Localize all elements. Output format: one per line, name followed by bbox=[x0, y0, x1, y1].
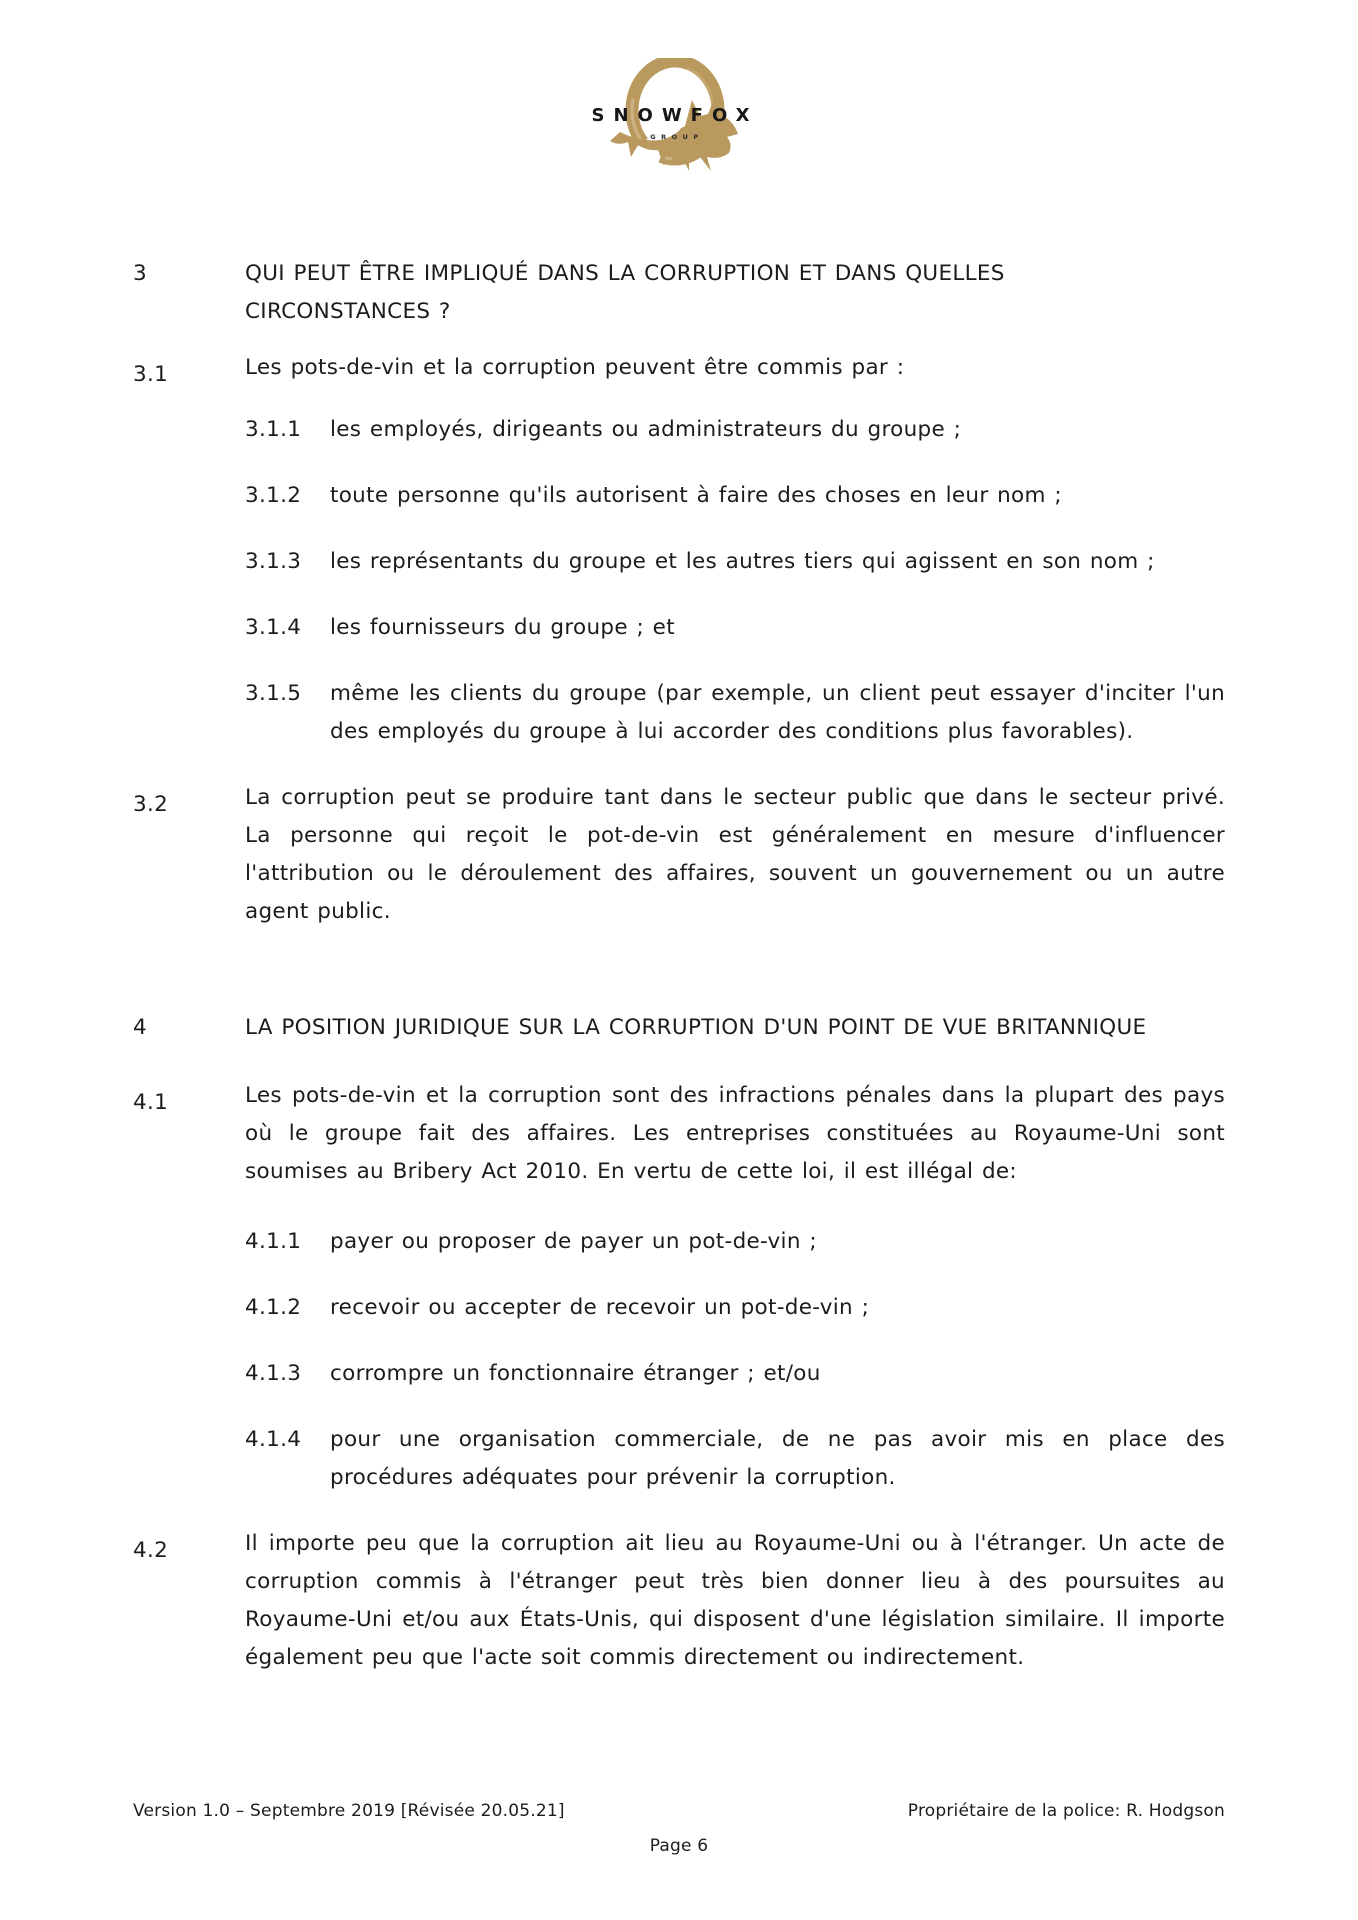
item-number: 3.1.5 bbox=[245, 681, 302, 706]
item-number: 4.1.1 bbox=[245, 1229, 302, 1254]
list-item-4-1-2 bbox=[245, 1289, 1225, 1327]
item-number: 3.1.2 bbox=[245, 483, 302, 508]
logo-group-text: GROUP bbox=[650, 133, 704, 141]
clause-4-1 bbox=[133, 1077, 1225, 1191]
clause-number: 3.1 bbox=[133, 362, 169, 387]
item-number: 4.1.2 bbox=[245, 1295, 302, 1320]
section-3-heading bbox=[133, 255, 1225, 331]
snowfox-logo bbox=[133, 0, 1225, 193]
section-title: QUI PEUT ÊTRE IMPLIQUÉ DANS LA CORRUPTION ET DANS QUELLES CIRCONSTANCES ? bbox=[245, 261, 1005, 324]
snowfox-logo-graphic bbox=[590, 58, 768, 180]
list-item-4-1-1 bbox=[245, 1223, 1225, 1261]
item-text: recevoir ou accepter de recevoir un pot-de-vin ; bbox=[330, 1295, 870, 1320]
item-text: toute personne qu'ils autorisent à faire des choses en leur nom ; bbox=[330, 483, 1062, 508]
clause-text: Les pots-de-vin et la corruption peuvent être commis par : bbox=[245, 355, 905, 380]
footer-page-number: Page 6 bbox=[649, 1836, 709, 1856]
footer-owner: Propriétaire de la police: R. Hodgson bbox=[907, 1801, 1225, 1821]
item-number: 3.1.3 bbox=[245, 549, 302, 574]
list-item-4-1-3 bbox=[245, 1355, 1225, 1393]
list-item-3-1-1 bbox=[245, 411, 1225, 449]
clause-number: 3.2 bbox=[133, 792, 169, 817]
list-item-3-1-3 bbox=[245, 543, 1225, 581]
list-item-3-1-2 bbox=[245, 477, 1225, 515]
clause-3-2 bbox=[133, 779, 1225, 931]
item-text: les employés, dirigeants ou administrateurs du groupe ; bbox=[330, 417, 962, 442]
logo-brand-text: SNOWFOX bbox=[591, 105, 759, 126]
clause-text: Les pots-de-vin et la corruption sont des infractions pénales dans la plupart des pays où le groupe fait des affaires. Les entreprises constituées au Royaume-Uni sont soumises au Bribery Act 2010. En vertu de cette loi, il est illégal de: bbox=[245, 1083, 1225, 1184]
clause-4-2 bbox=[133, 1525, 1225, 1677]
document-content bbox=[133, 0, 1225, 1677]
list-item-3-1-4 bbox=[245, 609, 1225, 647]
footer-version: Version 1.0 – Septembre 2019 [Révisée 20.05.21] bbox=[133, 1801, 565, 1821]
item-text: pour une organisation commerciale, de ne pas avoir mis en place des procédures adéquates pour prévenir la corruption. bbox=[330, 1427, 1225, 1490]
item-number: 3.1.4 bbox=[245, 615, 302, 640]
list-item-4-1-4 bbox=[245, 1421, 1225, 1497]
item-text: les représentants du groupe et les autres tiers qui agissent en son nom ; bbox=[330, 549, 1155, 574]
item-number: 4.1.4 bbox=[245, 1427, 302, 1452]
clause-number: 4.2 bbox=[133, 1538, 169, 1563]
page-footer bbox=[133, 1800, 1225, 1822]
item-number: 3.1.1 bbox=[245, 417, 302, 442]
section-title: LA POSITION JURIDIQUE SUR LA CORRUPTION D'UN POINT DE VUE BRITANNIQUE bbox=[245, 1015, 1147, 1040]
section-4-heading bbox=[133, 1009, 1225, 1047]
clause-text: La corruption peut se produire tant dans le secteur public que dans le secteur privé. La personne qui reçoit le pot-de-vin est généralement en mesure d'influencer l'attribution ou le déroulement des affaires, souvent un gouvernement ou un autre agent public. bbox=[245, 785, 1225, 924]
clause-text: Il importe peu que la corruption ait lieu au Royaume-Uni ou à l'étranger. Un acte de corruption commis à l'étranger peut très bien donner lieu à des poursuites au Royaume-Uni et/ou aux États-Unis, qui disposent d'une législation similaire. Il importe également peu que l'acte soit commis directement ou indirectement. bbox=[245, 1531, 1225, 1670]
item-text: même les clients du groupe (par exemple, un client peut essayer d'inciter l'un des employés du groupe à lui accorder des conditions plus favorables). bbox=[330, 681, 1225, 744]
item-text: corrompre un fonctionnaire étranger ; et/ou bbox=[330, 1361, 821, 1386]
item-text: les fournisseurs du groupe ; et bbox=[330, 615, 675, 640]
section-number: 4 bbox=[133, 1015, 147, 1040]
item-number: 4.1.3 bbox=[245, 1361, 302, 1386]
clause-number: 4.1 bbox=[133, 1090, 169, 1115]
section-number: 3 bbox=[133, 261, 147, 286]
clause-3-1 bbox=[133, 349, 1225, 387]
list-item-3-1-5 bbox=[245, 675, 1225, 751]
item-text: payer ou proposer de payer un pot-de-vin ; bbox=[330, 1229, 817, 1254]
